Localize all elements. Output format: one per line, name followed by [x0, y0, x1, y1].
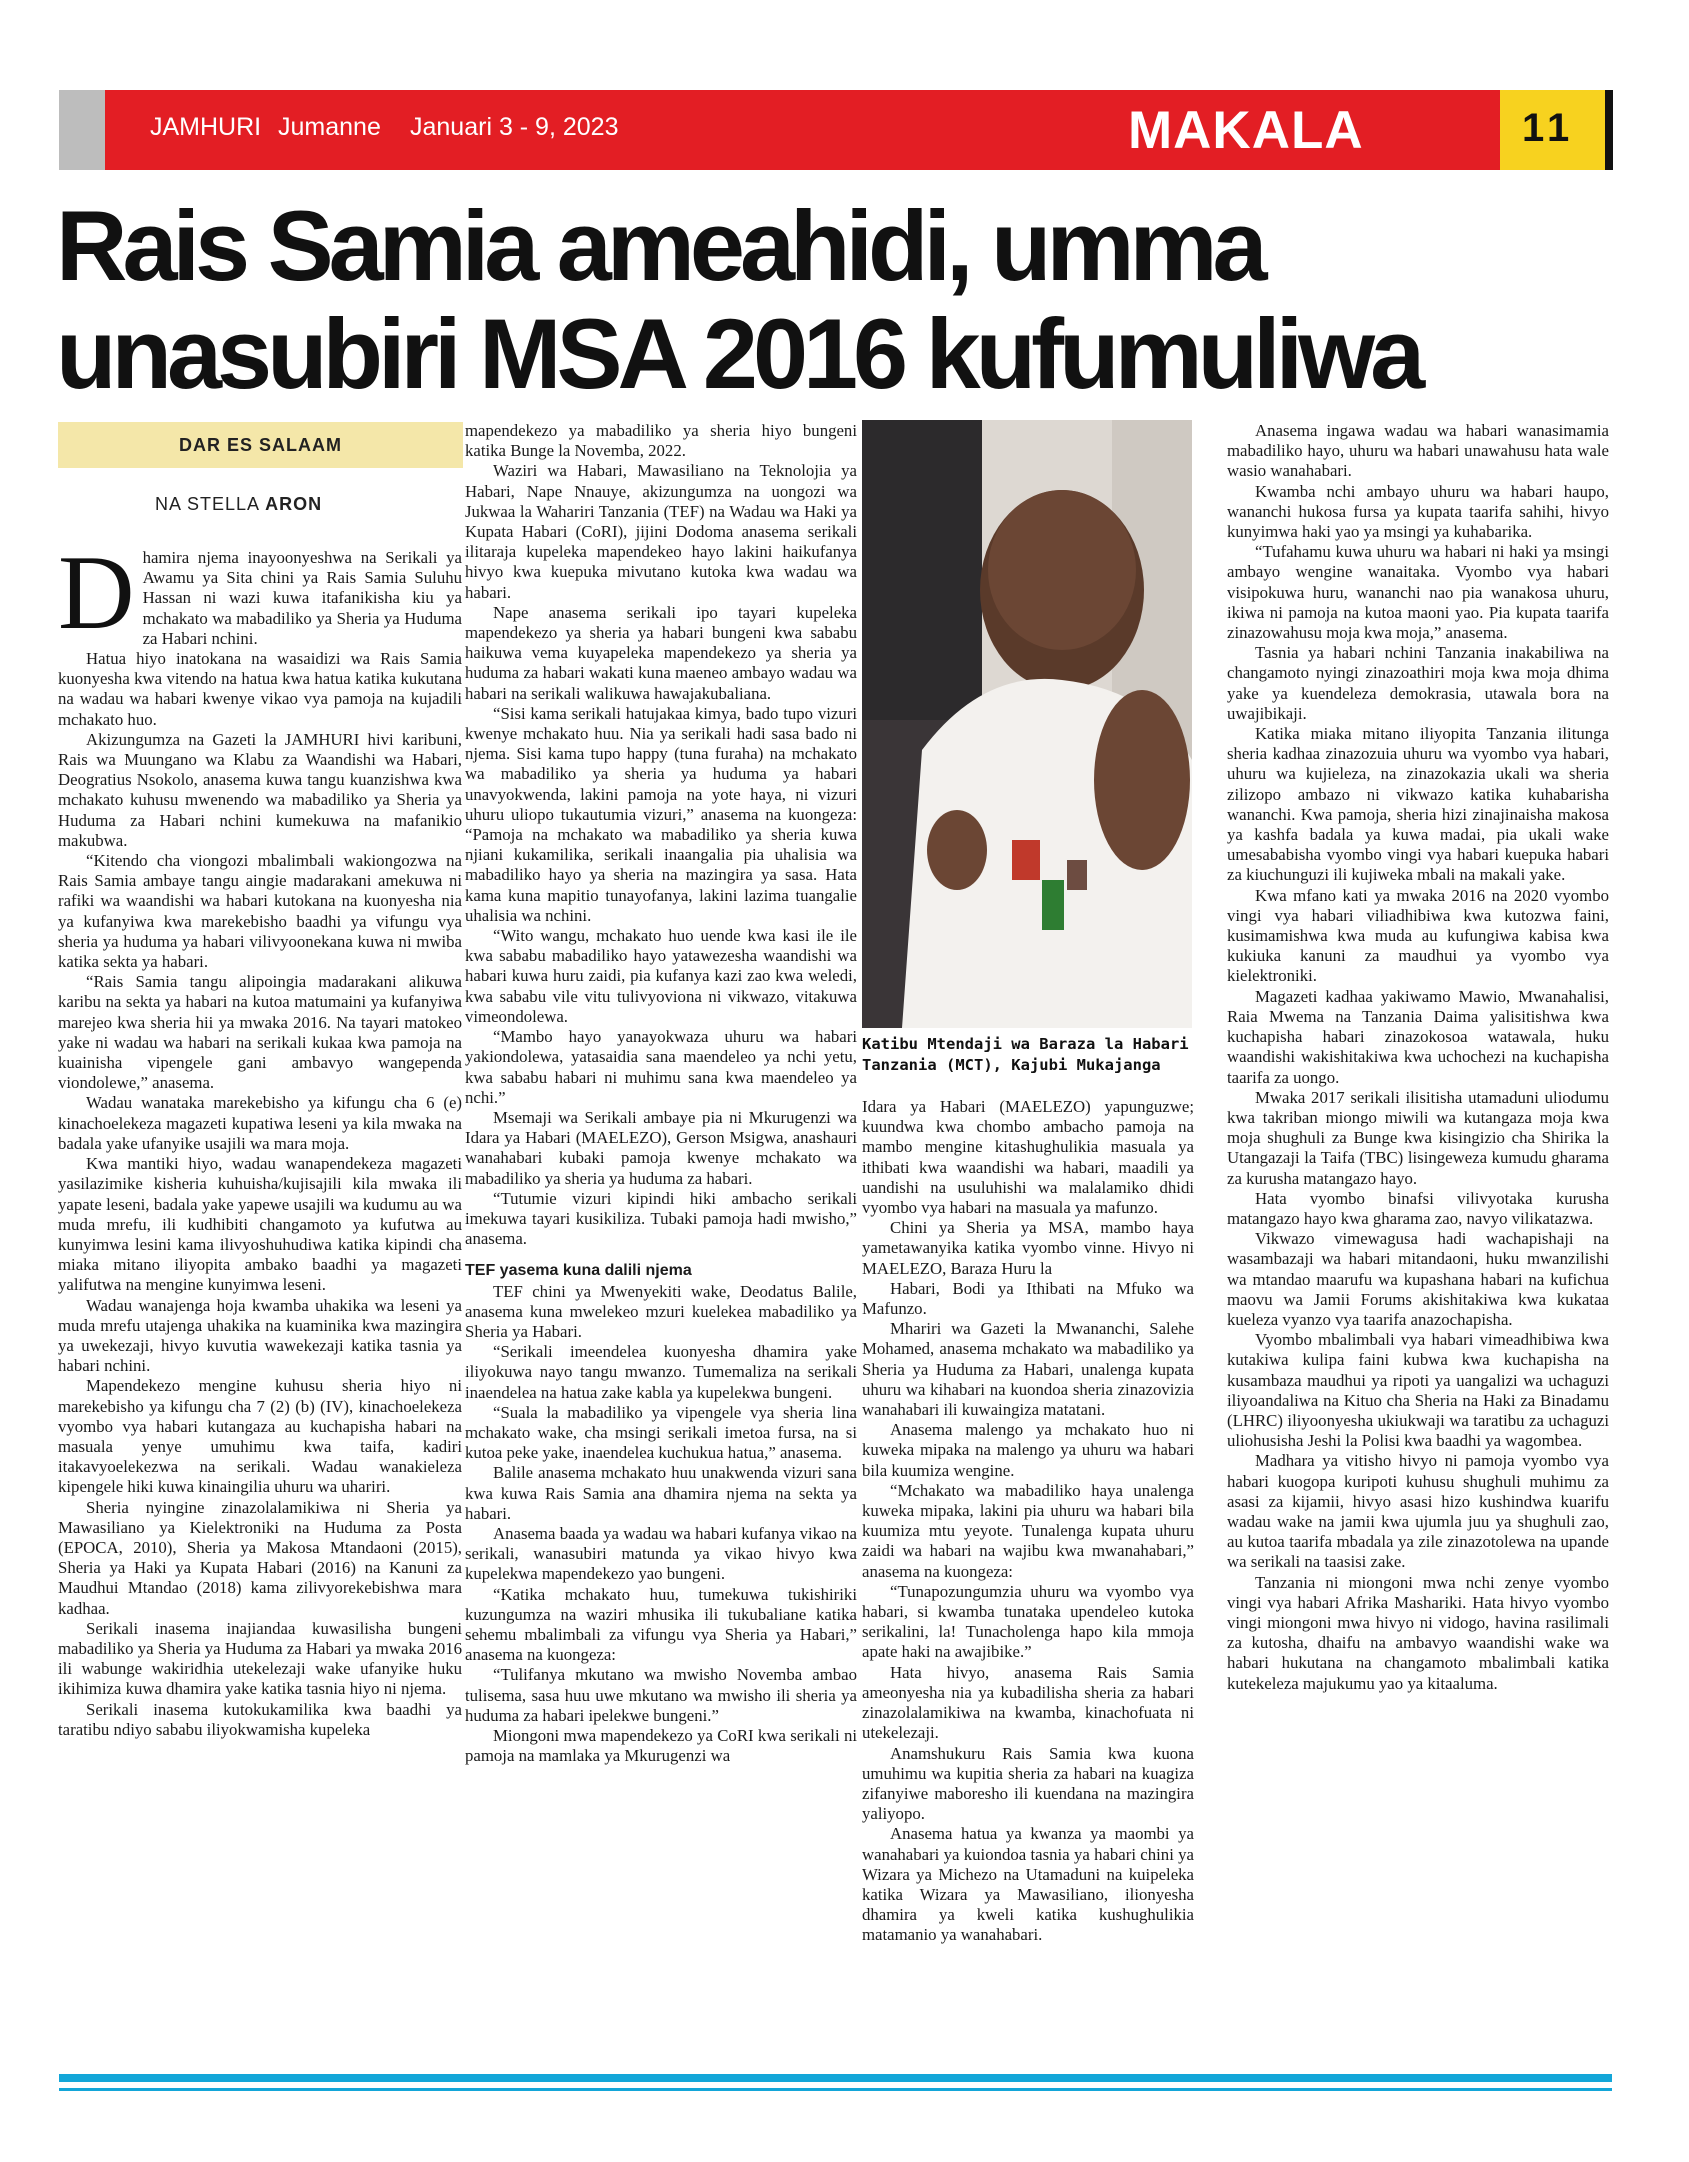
- article-column-4: [1227, 421, 1609, 1694]
- paragraph: “Sisi kama serikali hatujakaa kimya, bado tupo vizuri kwenye mchakato huu. Nia ya serikali hadi sasa bado ni njema. Sisi kama tupo happy (tuna furaha) na mchakato wa mabadiliko ya sheria ya huduma ya habari unavyokwenda, lakini pamoja na yote haya, ni vizuri uhuru uliopo tukautumia vizuri,” anasema na kuongeza: “Pamoja na mchakato wa mabadiliko ya sheria kuwa njiani kukamilika, serikali inaangalia pia uhalisia wa mabadiliko hayo ya sheria na mazingira ya sasa. Hata kama kuna mapitio tunayofanya, lakini lazima tuangalie uhalisia wa nchini.: [465, 703, 857, 925]
- section-name: MAKALA: [1128, 101, 1364, 160]
- paragraph: “Rais Samia tangu alipoingia madarakani alikuwa karibu na sekta ya habari na kutoa matumaini ya kufanyiwa marejeo kwa sheria hii ya mwaka 2016. Na tayari matokeo yake ni wadau wa habari na serikali kukaa kwa pamoja na kuainisha vipengele gani ambavyo wangependa viondolewe,” anasema.: [58, 972, 462, 1093]
- paragraph: Habari, Bodi ya Ithibati na Mfuko wa Mafunzo.: [862, 1278, 1194, 1319]
- article-column-1: [58, 534, 463, 1740]
- portrait-illustration: [862, 420, 1192, 1028]
- paragraph: Waziri wa Habari, Mawasiliano na Teknolojia ya Habari, Nape Nnauye, akizungumza na uongozi wa Jukwaa la Wahariri Tanzania (TEF) na Wadau wa Haki ya Kupata Habari (CoRI), jijini Dodoma anasema serikali ilitaraja kupeleka mapendekeo hayo lakini haikufanya hivyo kwa kuepuka mivutano kutoka kwa wadau wa habari.: [465, 461, 857, 602]
- byline: [155, 494, 322, 515]
- paragraph: Vikwazo vimewagusa hadi wachapishaji na wasambazaji wa habari mitandaoni, huku mwanzilishi wa mtandao maarufu wa kupashana habari na kufichua maovu wa Jamii Forums akishitakiwa kwa kukataa kueleza vyanzo vya taarifa anazochapisha.: [1227, 1229, 1609, 1329]
- paragraph: mapendekezo ya mabadiliko ya sheria hiyo bungeni katika Bunge la Novemba, 2022.: [465, 421, 857, 461]
- header-edge: [1605, 90, 1613, 170]
- paragraph: Wadau wanajenga hoja kwamba uhakika wa leseni ya muda mrefu utajenga uhakika na kuaminika kwa mazingira ya uwekezaji, hivyo kuvutia wawekezaji katika tasnia ya habari nchini.: [58, 1295, 462, 1376]
- paragraph: Hata hivyo, anasema Rais Samia ameonyesha nia ya kubadilisha sheria za habari zinazolalamikiwa na kwamba, kinachofuata ni utekelezaji.: [862, 1662, 1194, 1743]
- paragraph: Msemaji wa Serikali ambaye pia ni Mkurugenzi wa Idara ya Habari (MAELEZO), Gerson Msigwa, anashauri wanahabari kubaki pamoja kwenye mchakato wa mabadiliko ya sheria ya huduma za habari.: [465, 1107, 857, 1188]
- paragraph: Anasema hatua ya kwanza ya maombi ya wanahabari ya kuiondoa tasnia ya habari chini ya Wizara ya Michezo na Utamaduni na kuipeleka katika Wizara ya Mawasiliano, ilionyesha dhamira ya kweli katika kushughulikia matamanio ya wanahabari.: [862, 1824, 1194, 1945]
- paragraph: Anamshukuru Rais Samia kwa kuona umuhimu wa kupitia sheria za habari na kuagiza zifanyiwe maboresho ili kuendana na mazingira yaliyopo.: [862, 1743, 1194, 1824]
- issue-date: Januari 3 - 9, 2023: [410, 113, 619, 141]
- article-column-3: [862, 1097, 1194, 1946]
- paragraph: “Kitendo cha viongozi mbalimbali wakiongozwa na Rais Samia ambaye tangu aingie madarakani amekuwa ni rafiki wa waandishi wa habari kutokana na kuonyesha nia ya kufanyiwa kwa marekebisho baadhi ya vifungu vya sheria ya huduma ya habari vilivyoonekana kuwa ni mwiba katika sekta ya habari.: [58, 851, 462, 972]
- paragraph: Anasema ingawa wadau wa habari wanasimamia mabadiliko hayo, uhuru wa habari unawahusu hata wale wasio wanahabari.: [1227, 421, 1609, 481]
- paragraph: Madhara ya vitisho hivyo ni pamoja vyombo vya habari kuogopa kuripoti kuhusu shughuli muhimu za asasi za kijamii, hivyo asasi hizo kushindwa kuarifu wadau wake na jamii kwa ujumla juu ya shughuli zao, au kutoa taarifa mbadala ya zile zinazotolewa na upande wa serikali na taasisi zake.: [1227, 1451, 1609, 1572]
- paragraph: Idara ya Habari (MAELEZO) yapunguzwe; kuundwa kwa chombo ambacho pamoja na mambo mengine kitashughulikia masuala ya ithibati kwa waandishi wa habari, maadili ya uandishi na usuluhishi wa malalamiko dhidi vyombo vya habari na masuala ya mafunzo.: [862, 1097, 1194, 1218]
- paragraph: Magazeti kadhaa yakiwamo Mawio, Mwanahalisi, Raia Mwema na Tanzania Daima yalisitishwa kwa kuchapisha habari zinazokosoa watawala, huku waandishi wakishitakiwa kwa uchochezi na kuchapisha taarifa za uongo.: [1227, 986, 1609, 1087]
- byline-name: ARON: [265, 494, 323, 514]
- paragraph: Balile anasema mchakato huu unakwenda vizuri sana kwa kuwa Rais Samia ana dhamira njema na sekta ya habari.: [465, 1463, 857, 1523]
- paragraph: “Tunapozungumzia uhuru wa vyombo vya habari, si kwamba tunataka upendeleo kutoka serikalini, la! Tunacholenga hapo kila mmoja apate haki na awajibike.”: [862, 1581, 1194, 1662]
- paragraph: Hatua hiyo inatokana na wasaidizi wa Rais Samia kuonyesha kwa vitendo na hatua kwa hatua katika kukutana na wadau wa habari kwenye vikao vya pamoja na kujadili mchakato huo.: [58, 649, 462, 729]
- issue-day: Jumanne: [278, 113, 381, 141]
- drop-cap: D: [58, 534, 135, 651]
- paragraph: Nape anasema serikali ipo tayari kupeleka mapendekezo ya sheria ya habari bungeni kwa sababu haikuwa vema kuyapeleka mapendekezo ya sheria ya huduma za habari wakati kuna maeneo ambayo wadau wa habari na serikali walikuwa hawajakubaliana.: [465, 602, 857, 703]
- bottom-rule-thin: [59, 2088, 1612, 2091]
- paragraph: Serikali inasema inajiandaa kuwasilisha bungeni mabadiliko ya Sheria ya Huduma za Habari ya mwaka 2016 ili wabunge wakiridhia utekelezaji wake ufanyike huku ikihimiza kuwa dhamira yake katika tasnia hiyo ni njema.: [58, 1618, 463, 1699]
- paragraph: Anasema malengo ya mchakato huo ni kuweka mipaka na malengo ya uhuru wa habari bila kuumiza wengine.: [862, 1420, 1194, 1480]
- paragraph: “Mambo hayo yanayokwaza uhuru wa habari yakiondolewa, yatasaidia sana maendeleo ya nchi yetu, kwa sababu habari ni muhimu sana kwa maendeleo ya nchi.”: [465, 1027, 857, 1107]
- paragraph: “Wito wangu, mchakato huo uende kwa kasi ile ile kwa sababu mabadiliko hayo yatawezesha waandishi wa habari kuwa huru zaidi, pia kufanya kazi zao kwa weledi, kwa sababu vile vitu tulivyoviona ni vikwazo, vitakuwa vimeondolewa.: [465, 926, 857, 1026]
- portrait-photo: [862, 420, 1192, 1028]
- bottom-rule: [59, 2074, 1612, 2082]
- paragraph: Mwaka 2017 serikali ilisitisha utamaduni uliodumu kwa takriban miongo miwili wa kutangaza moja kwa moja shughuli za Bunge kwa kisingizio cha Shirika la Utangazaji la Taifa (TBC) lisingeweza kumudu gharama za kurusha matangazo hayo.: [1227, 1087, 1609, 1188]
- paragraph: Anasema baada ya wadau wa habari kufanya vikao na serikali, wanasubiri matunda ya vikao hivyo kwa kupelekwa mapendekezo yao bungeni.: [465, 1523, 857, 1584]
- byline-prefix: NA STELLA: [155, 494, 260, 514]
- paragraph: “Tufahamu kuwa uhuru wa habari ni haki ya msingi ambayo wengine wanaitaka. Vyombo vya habari visipokuwa huru, wananchi nao pia wanakosa uhuru, ikiwa ni pamoja na kutoa maoni yao. Pia kupata taarifa zinazowahusu moja kwa moja,” anasema.: [1227, 542, 1609, 643]
- paragraph: Mapendekezo mengine kuhusu sheria hiyo ni marekebisho ya kifungu cha 7 (2) (b) (IV), kinachoelekeza vyombo vya habari kutangaza au kuchapisha habari na masuala yenye umuhimu kwa taifa, kadiri itakavyoelekezwa na serikali. Wadau wanakieleza kipengele hiki kuwa kinaingilia uhuru wa uhariri.: [58, 1376, 462, 1497]
- paragraph: “Tulifanya mkutano wa mwisho Novemba ambao tulisema, sasa huu uwe mkutano wa mwisho ili sheria ya huduma za habari ipelekwe bungeni.”: [465, 1665, 857, 1725]
- dateline: DAR ES SALAAM: [178, 435, 342, 455]
- paragraph: Kwa mantiki hiyo, wadau wanapendekeza magazeti yasilazimike kisheria kuhuisha/kujisajili kila mwaka ili yapate leseni, badala yake yapewe usajili wa kudumu au wa muda mrefu, ili kudhibiti changamoto ya kufutwa au kunyimwa lesini kama ilivyoshuhudiwa katika kipindi cha miaka mitano iliyopita ambako baadhi ya magazeti yalifutwa na mengine kunyimwa leseni.: [58, 1154, 462, 1295]
- paragraph: Akizungumza na Gazeti la JAMHURI hivi karibuni, Rais wa Muungano wa Klabu za Waandishi wa Habari, Deogratius Nsokolo, anasema kuwa tangu kuanzishwa kwa mchakato kuhusu mwenendo wa mabadiliko ya Sheria ya Huduma za Habari nchini kumekuwa na mafanikio makubwa.: [58, 729, 462, 850]
- paragraph: Kwamba nchi ambayo uhuru wa habari haupo, wananchi hukosa fursa ya kupata taarifa sahihi, hivyo kunyimwa haki yao ya msingi ya kuhabarika.: [1227, 481, 1609, 542]
- photo-caption: Katibu Mtendaji wa Baraza la Habari Tanzania (MCT), Kajubi Mukajanga: [862, 1035, 1189, 1074]
- paragraph: Serikali inasema kutokukamilika kwa baadhi ya taratibu ndiyo sababu iliyokwamisha kupeleka: [58, 1699, 462, 1739]
- paragraph: Tasnia ya habari nchini Tanzania inakabiliwa na changamoto nyingi zinazoathiri moja kwa moja dhima yake ya kuendeleza demokrasia, utawala bora na uwajibikaji.: [1227, 643, 1609, 723]
- headline-line-1: Rais Samia ameahidi, umma: [56, 190, 1263, 301]
- article-column-2: [465, 421, 857, 1766]
- paragraph: Vyombo mbalimbali vya habari vimeadhibiwa kwa kutakiwa kulipa faini kubwa kwa kuchapisha na kusambaza maudhui ya ripoti ya uangalizi wa uchaguzi iliyoandaliwa na Kituo cha Sheria na Haki za Binadamu (LHRC) iliyoonyesha ukiukwaji wa taratibu za uchaguzi uliohusisha Jeshi la Polisi kwa baadhi ya wagombea.: [1227, 1330, 1609, 1451]
- paragraph: Wadau wanataka marekebisho ya kifungu cha 6 (e) kinachoelekeza magazeti kupatiwa leseni ya kila mwaka na badala yake ufanyike usajili wa mara moja.: [58, 1093, 462, 1153]
- paragraph: Hata vyombo binafsi vilivyotaka kurusha matangazo hayo kwa gharama zao, navyo vilikatazwa.: [1227, 1188, 1609, 1228]
- page-number: 11: [1522, 106, 1575, 150]
- paragraph: Mhariri wa Gazeti la Mwananchi, Salehe Mohamed, anasema mchakato wa mabadiliko ya Sheria ya Huduma za Habari, unalenga kupata uhuru wa kihabari na kuondoa sheria zinazovizia wanahabari ili kuwaingiza matatani.: [862, 1319, 1194, 1420]
- subheading: TEF yasema kuna dalili njema: [465, 1262, 692, 1280]
- paragraph: Miongoni mwa mapendekezo ya CoRI kwa serikali ni pamoja na mamlaka ya Mkurugenzi wa: [465, 1726, 857, 1766]
- paragraph: Kwa mfano kati ya mwaka 2016 na 2020 vyombo vingi vya habari viliadhibiwa kwa kutozwa faini, kusimamishwa kwa muda au kufungiwa kabisa kwa kukiuka kanuni za maudhui ya vyombo vya kielektroniki.: [1227, 885, 1609, 986]
- paragraph: Sheria nyingine zinazolalamikiwa ni Sheria ya Mawasiliano ya Kielektroniki na Huduma za Posta (EPOCA, 2010), Sheria ya Makosa Mtandaoni (2015), Sheria ya Haki ya Kupata Habari (2016) na Kanuni za Maudhui Mtandao (2018) kama zilivyorekebishwa mara kadhaa.: [58, 1497, 462, 1618]
- headline-line-2: unasubiri MSA 2016 kufumuliwa: [56, 298, 1421, 409]
- paragraph: “Tutumie vizuri kipindi hiki ambacho serikali imekuwa tayari kusikiliza. Tubaki pamoja hadi mwisho,” anasema.: [465, 1188, 857, 1249]
- paragraph: “Mchakato wa mabadiliko haya unalenga kuweka mipaka, lakini pia uhuru wa habari bila kuumiza mtu yeyote. Tunalenga kupata uhuru zaidi wa habari na wajibu kwa mwanahabari,” anasema na kuongeza:: [862, 1480, 1194, 1581]
- paragraph: Katika miaka mitano iliyopita Tanzania ilitunga sheria kadhaa zinazozuia uhuru wa vyombo vya habari, uhuru wa kujieleza, na zinazokazia ukali wa sheria zilizopo ambazo ni vikwazo katika kuhabarisha wananchi. Kwa pamoja, sheria hizi zinajinaisha makosa ya kashfa badala ya kuwa madai, pia ukali wake umesababisha vyombo vingi vya habari kuepuka habari za kiuchunguzi ili kujiweka mbali na makali yake.: [1227, 724, 1609, 885]
- paragraph: “Katika mchakato huu, tumekuwa tukishiriki kuzungumza na waziri mhusika ili tukubaliane katika sehemu mbalimbali za vifungu vya Sheria ya Habari,” anasema na kuongeza:: [465, 1584, 857, 1665]
- dateline-box: [58, 422, 463, 468]
- paragraph: “Serikali imeendelea kuonyesha dhamira yake iliyokuwa nayo tangu mwanzo. Tumemaliza na serikali inaendelea na hatua zake kabla ya kupelekwa bungeni.: [465, 1342, 857, 1402]
- paragraph: TEF chini ya Mwenyekiti wake, Deodatus Balile, anasema kuna mwelekeo mzuri kuelekea mabadiliko ya Sheria ya Habari.: [465, 1281, 857, 1341]
- header-gray-tab: [59, 90, 105, 170]
- paragraph: hamira njema inayoonyeshwa na Serikali ya Awamu ya Sita chini ya Rais Samia Suluhu Hassan ni wazi kuwa itafanikisha kiu ya mchakato wa mabadiliko ya Sheria ya Huduma za Habari nchini.: [142, 548, 462, 648]
- paragraph: “Suala la mabadiliko ya vipengele vya sheria lina mchakato wake, cha msingi serikali imetoa fursa, na si kutoa peke yake, inaendelea kuchukua hatua,” anasema.: [465, 1402, 857, 1463]
- paragraph: Tanzania ni miongoni mwa nchi zenye vyombo vingi vya habari Afrika Mashariki. Hata hivyo vyombo vingi miongoni mwa hivyo ni vidogo, havina rasilimali za kutosha, dhaifu na ambavyo waandishi wake wa habari hukutana na changamoto mbalimbali katika kutekeleza majukumu yao ya kitaaluma.: [1227, 1572, 1609, 1693]
- paragraph: Chini ya Sheria ya MSA, mambo haya yametawanyika katika vyombo vinne. Hivyo ni MAELEZO, Baraza Huru la: [862, 1218, 1194, 1278]
- paper-name: JAMHURI: [150, 113, 262, 141]
